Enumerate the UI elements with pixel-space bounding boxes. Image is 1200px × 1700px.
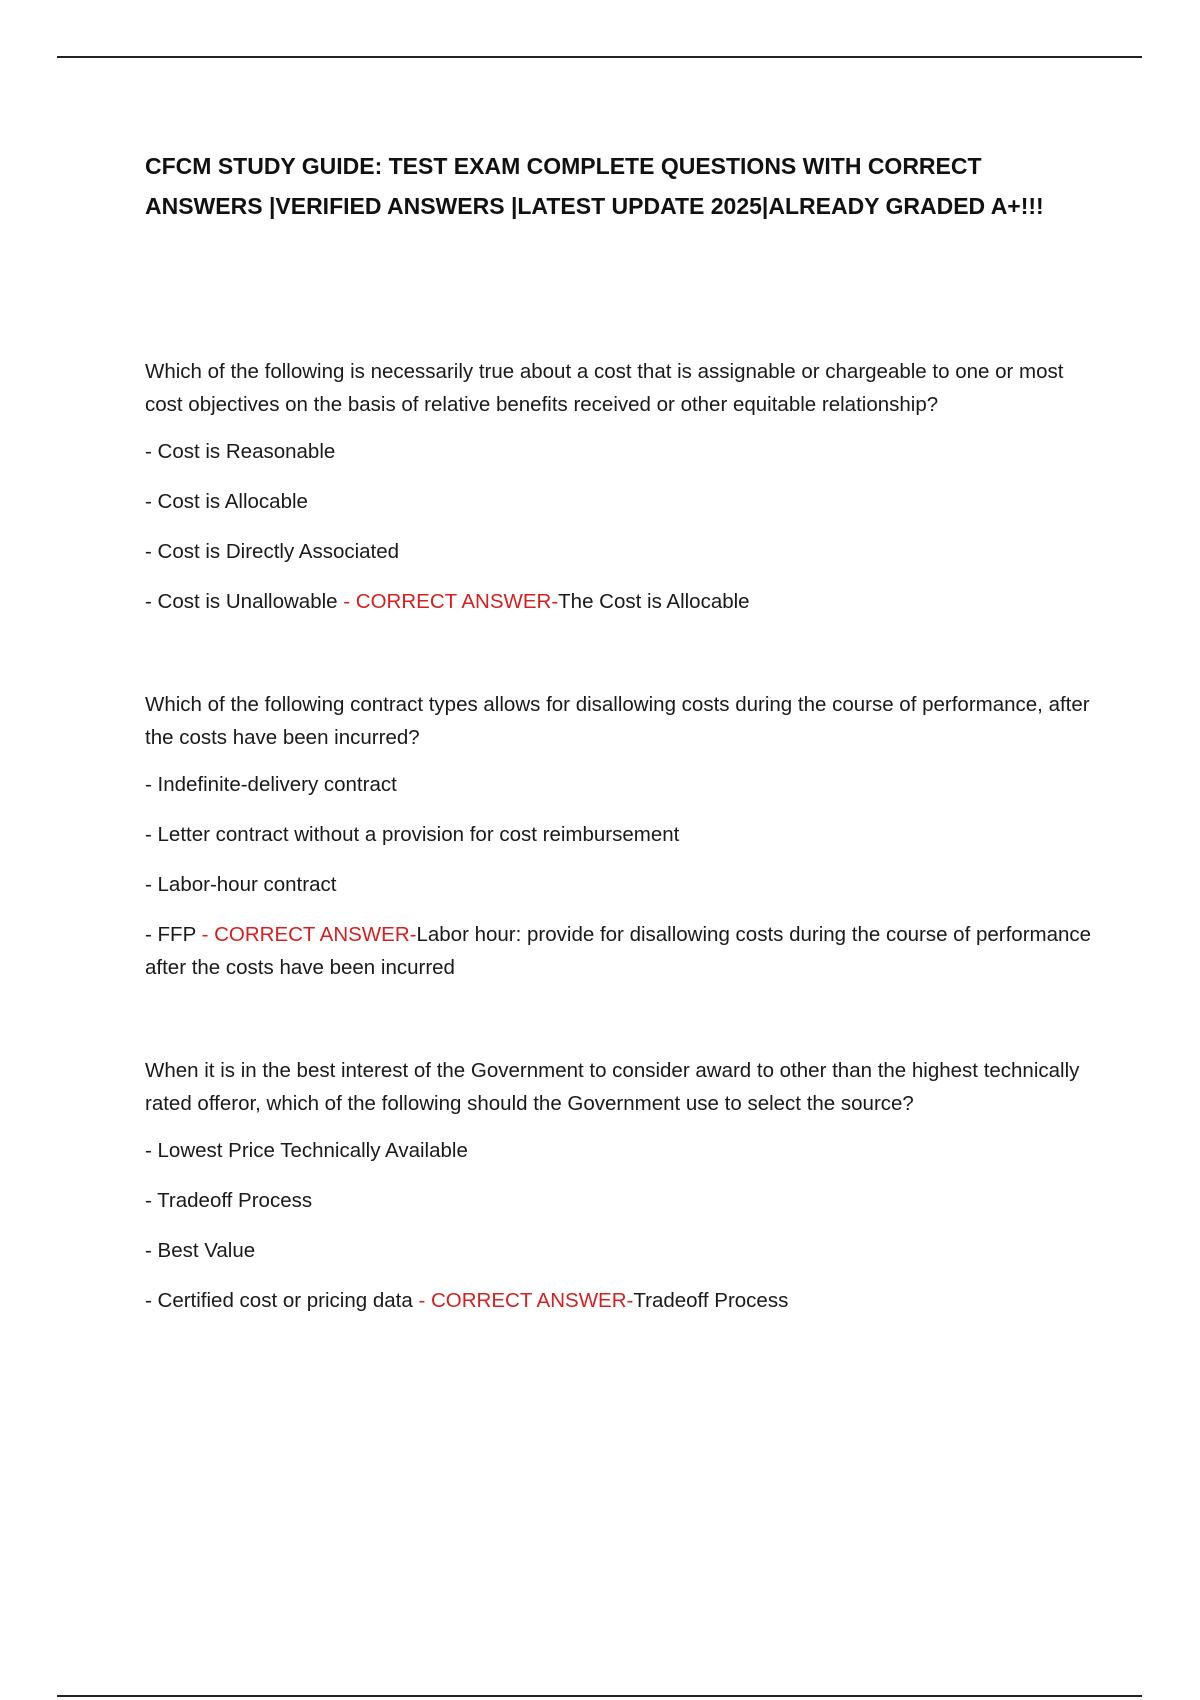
option: - Cost is Reasonable [145, 440, 336, 463]
option: - Indefinite-delivery contract [145, 773, 397, 796]
option: - FFP [145, 923, 196, 946]
correct-answer-label: - CORRECT ANSWER- [201, 923, 417, 946]
option: - Cost is Unallowable [145, 590, 338, 613]
top-divider [57, 56, 1142, 58]
option: - Letter contract without a provision for cost reimbursement [145, 823, 680, 846]
option-with-answer [145, 1284, 1095, 1317]
question-text: When it is in the best interest of the Government to consider award to other than the highest technically rated offeror, which of the following should the Government use to select the source? [145, 1059, 1080, 1115]
question-1 [145, 355, 1095, 618]
option: - Tradeoff Process [145, 1189, 313, 1212]
correct-answer-text: The Cost is Allocable [558, 590, 750, 613]
option: - Cost is Allocable [145, 490, 308, 513]
question-text: Which of the following contract types allows for disallowing costs during the course of performance, after the costs have been incurred? [145, 693, 1090, 749]
title-line-1: CFCM STUDY GUIDE: TEST EXAM COMPLETE QUESTIONS WITH CORRECT [145, 153, 982, 179]
correct-answer-label: - CORRECT ANSWER- [418, 1289, 634, 1312]
correct-answer-text: Labor hour: provide for disallowing costs during the course of performance after the costs have been incurred [145, 923, 1092, 979]
option: - Lowest Price Technically Available [145, 1139, 468, 1162]
correct-answer-text: Tradeoff Process [633, 1289, 789, 1312]
option: - Certified cost or pricing data [145, 1289, 413, 1312]
question-2 [145, 688, 1095, 984]
option-with-answer [145, 918, 1095, 984]
option: - Best Value [145, 1239, 256, 1262]
question-text: Which of the following is necessarily true about a cost that is assignable or chargeable to one or most cost objectives on the basis of relative benefits received or other equitable relationship? [145, 360, 1064, 416]
document-title [145, 146, 1095, 226]
option: - Cost is Directly Associated [145, 540, 400, 563]
title-line-2: ANSWERS |VERIFIED ANSWERS |LATEST UPDATE 2025|ALREADY GRADED A+!!! [145, 193, 1044, 219]
document-body [145, 146, 1095, 1317]
option: - Labor-hour contract [145, 873, 337, 896]
option-with-answer [145, 585, 1095, 618]
bottom-divider [57, 1695, 1142, 1697]
question-3 [145, 1054, 1095, 1317]
correct-answer-label: - CORRECT ANSWER- [343, 590, 559, 613]
